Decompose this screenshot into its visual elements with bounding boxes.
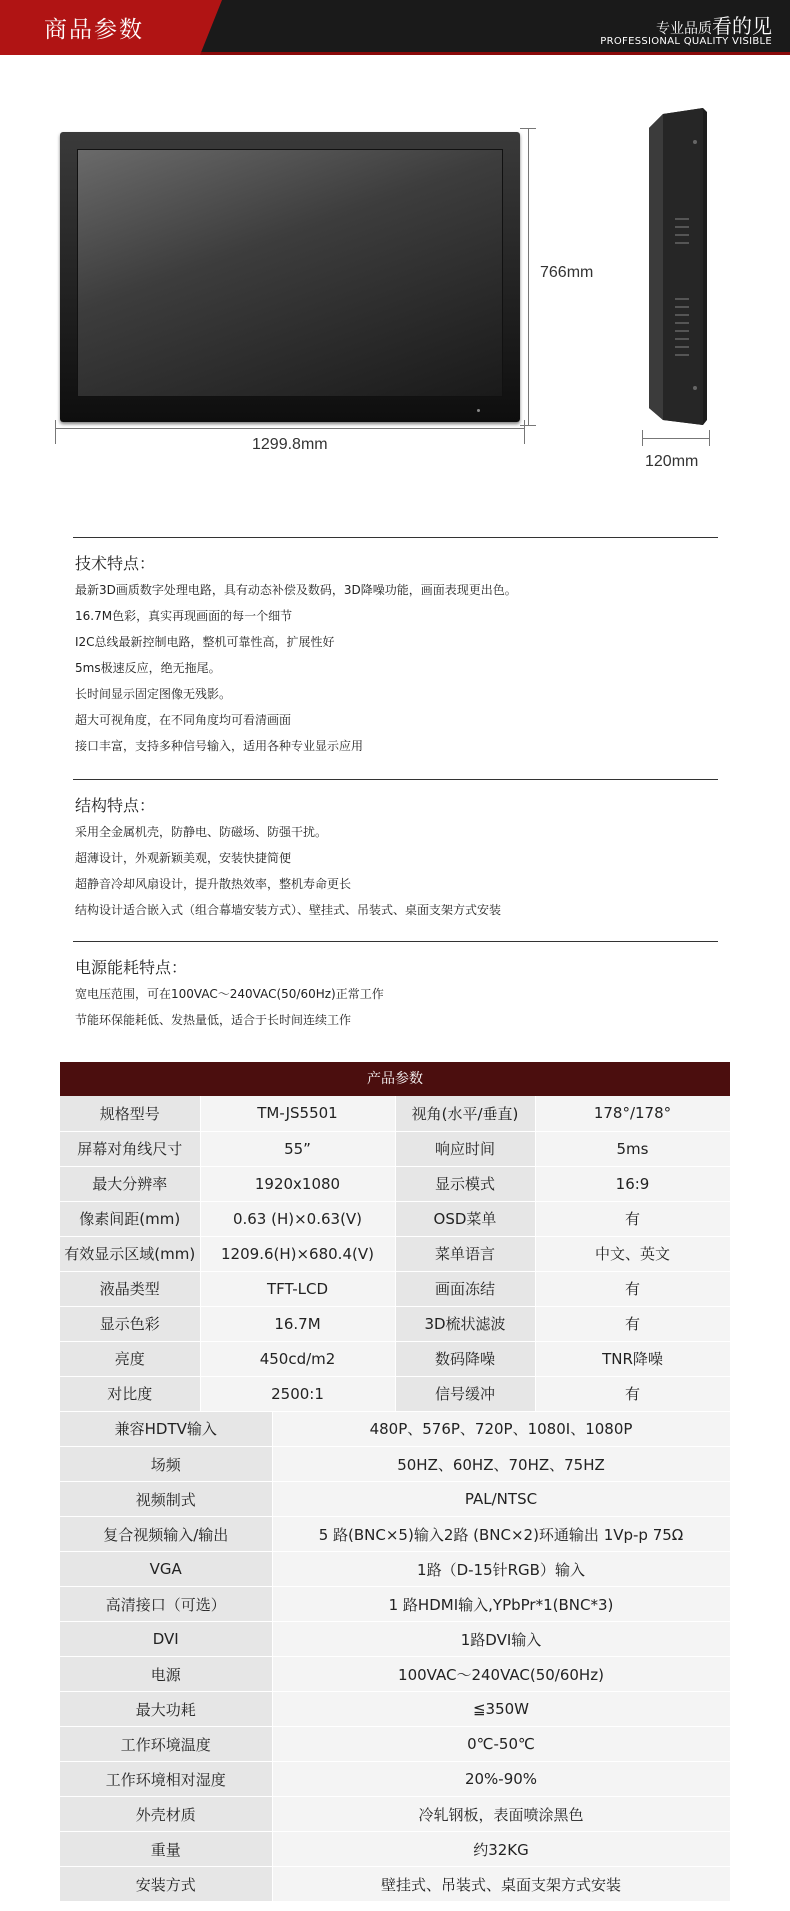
- spec-table-title: 产品参数: [60, 1062, 730, 1096]
- slogan: [656, 10, 772, 39]
- table-row: [60, 1236, 730, 1271]
- spec-label-cell: 液晶类型: [60, 1271, 200, 1306]
- spec-label-cell: VGA: [60, 1552, 272, 1587]
- feature-item: 16.7M色彩，真实再现画面的每一个细节: [75, 609, 293, 623]
- table-row: [60, 1727, 730, 1762]
- spec-label-cell: 菜单语言: [395, 1236, 535, 1271]
- spec-value-cell: 有: [535, 1306, 730, 1341]
- spec-label-cell: 像素间距(mm): [60, 1201, 200, 1236]
- width-label: 1299.8mm: [252, 436, 328, 453]
- table-row: [60, 1482, 730, 1517]
- table-row: [60, 1412, 730, 1447]
- spec-label-cell: 视频制式: [60, 1482, 272, 1517]
- spec-label-cell: 显示模式: [395, 1166, 535, 1201]
- spec-value-cell: 20%-90%: [272, 1762, 730, 1797]
- spec-label-cell: 外壳材质: [60, 1797, 272, 1832]
- spec-label-cell: 最大功耗: [60, 1692, 272, 1727]
- section-divider: [73, 779, 718, 780]
- spec-value-cell: 有: [535, 1376, 730, 1411]
- depth-dimension-tick-left: [642, 430, 643, 446]
- table-row: [60, 1657, 730, 1692]
- spec-value-cell: TM-JS5501: [200, 1096, 395, 1131]
- table-row: [60, 1832, 730, 1867]
- feature-item: 结构设计适合嵌入式（组合幕墙安装方式）、壁挂式、吊装式、桌面支架方式安装: [75, 903, 502, 917]
- spec-value-cell: 16.7M: [200, 1306, 395, 1341]
- spec-label-cell: 兼容HDTV输入: [60, 1412, 272, 1447]
- spec-label-cell: OSD菜单: [395, 1201, 535, 1236]
- feature-item: 长时间显示固定图像无残影。: [75, 687, 232, 701]
- spec-value-cell: 0.63 (H)×0.63(V): [200, 1201, 395, 1236]
- table-row: [60, 1517, 730, 1552]
- height-dimension-tick-bottom: [520, 425, 536, 426]
- feature-item: 节能环保能耗低、发热量低，适合于长时间连续工作: [75, 1013, 352, 1027]
- spec-label-cell: 电源: [60, 1657, 272, 1692]
- width-dimension-tick-left: [55, 420, 56, 444]
- table-row: [60, 1762, 730, 1797]
- spec-value-cell: 壁挂式、吊装式、桌面支架方式安装: [272, 1867, 730, 1902]
- spec-label-cell: 对比度: [60, 1376, 200, 1411]
- feature-item: 5ms极速反应，绝无拖尾。: [75, 661, 221, 675]
- spec-label-cell: 安装方式: [60, 1867, 272, 1902]
- spec-value-cell: 冷轧钢板，表面喷涂黑色: [272, 1797, 730, 1832]
- spec-table-2col: [60, 1412, 731, 1903]
- spec-label-cell: 响应时间: [395, 1131, 535, 1166]
- spec-label-cell: 3D梳状滤波: [395, 1306, 535, 1341]
- table-row: [60, 1306, 730, 1341]
- spec-label-cell: 显示色彩: [60, 1306, 200, 1341]
- spec-label-cell: 数码降噪: [395, 1341, 535, 1376]
- spec-table-4col: [60, 1096, 731, 1412]
- slogan-small: 专业品质: [656, 21, 712, 37]
- table-row: [60, 1587, 730, 1622]
- monitor-front-image: [60, 132, 520, 422]
- table-row: [60, 1341, 730, 1376]
- feature-heading-power: 电源能耗特点：: [75, 958, 188, 977]
- spec-label-cell: 规格型号: [60, 1096, 200, 1131]
- spec-value-cell: 0℃-50℃: [272, 1727, 730, 1762]
- table-row: [60, 1376, 730, 1411]
- monitor-side-image: [645, 108, 707, 425]
- table-row: [60, 1201, 730, 1236]
- spec-value-cell: ≦350W: [272, 1692, 730, 1727]
- feature-item: 最新3D画质数字处理电路，具有动态补偿及数码，3D降噪功能，画面表现更出色。: [75, 583, 517, 597]
- spec-value-cell: 5 路(BNC×5)输入2路 (BNC×2)环通输出 1Vp-p 75Ω: [272, 1517, 730, 1552]
- table-row: [60, 1797, 730, 1832]
- feature-item: 接口丰富，支持多种信号输入，适用各种专业显示应用: [75, 739, 364, 753]
- spec-value-cell: TNR降噪: [535, 1341, 730, 1376]
- spec-value-cell: 5ms: [535, 1131, 730, 1166]
- spec-value-cell: 50HZ、60HZ、70HZ、75HZ: [272, 1447, 730, 1482]
- depth-label: 120mm: [645, 453, 699, 470]
- feature-heading-structure: 结构特点：: [75, 796, 156, 815]
- page-title: 商品参数: [44, 17, 144, 43]
- spec-label-cell: 屏幕对角线尺寸: [60, 1131, 200, 1166]
- feature-item: 宽电压范围，可在100VAC～240VAC(50/60Hz)正常工作: [75, 987, 384, 1001]
- section-divider: [73, 537, 718, 538]
- spec-value-cell: PAL/NTSC: [272, 1482, 730, 1517]
- table-row: [60, 1166, 730, 1201]
- width-dimension-line: [55, 428, 525, 429]
- spec-value-cell: 中文、英文: [535, 1236, 730, 1271]
- feature-item: 采用全金属机壳，防静电、防磁场、防强干扰。: [75, 825, 328, 839]
- monitor-screen: [77, 149, 503, 397]
- spec-value-cell: 16:9: [535, 1166, 730, 1201]
- table-row: [60, 1867, 730, 1902]
- height-label: 766mm: [540, 264, 594, 281]
- feature-item: 超静音冷却风扇设计，提升散热效率，整机寿命更长: [75, 877, 352, 891]
- spec-value-cell: 有: [535, 1271, 730, 1306]
- spec-value-cell: 1路DVI输入: [272, 1622, 730, 1657]
- spec-label-cell: 信号缓冲: [395, 1376, 535, 1411]
- spec-value-cell: 480P、576P、720P、1080I、1080P: [272, 1412, 730, 1447]
- spec-label-cell: DVI: [60, 1622, 272, 1657]
- spec-label-cell: 有效显示区域(mm): [60, 1236, 200, 1271]
- spec-label-cell: 最大分辨率: [60, 1166, 200, 1201]
- spec-label-cell: 亮度: [60, 1341, 200, 1376]
- spec-value-cell: 1路（D-15针RGB）输入: [272, 1552, 730, 1587]
- spec-value-cell: 约32KG: [272, 1832, 730, 1867]
- header-banner: [0, 0, 790, 55]
- spec-value-cell: 450cd/m2: [200, 1341, 395, 1376]
- spec-value-cell: 1 路HDMI输入,YPbPr*1(BNC*3): [272, 1587, 730, 1622]
- spec-value-cell: 1209.6(H)×680.4(V): [200, 1236, 395, 1271]
- spec-value-cell: 178°/178°: [535, 1096, 730, 1131]
- table-row: [60, 1692, 730, 1727]
- slogan-big: 看的见: [712, 14, 772, 38]
- feature-heading-tech: 技术特点：: [75, 554, 156, 573]
- table-row: [60, 1131, 730, 1166]
- depth-dimension-tick-right: [709, 430, 710, 446]
- feature-item: 超薄设计，外观新颖美观，安装快捷简便: [75, 851, 292, 865]
- spec-label-cell: 画面冻结: [395, 1271, 535, 1306]
- spec-value-cell: TFT-LCD: [200, 1271, 395, 1306]
- section-divider: [73, 941, 718, 942]
- table-row: [60, 1552, 730, 1587]
- spec-label-cell: 高清接口（可选）: [60, 1587, 272, 1622]
- spec-table: [60, 1062, 730, 1902]
- spec-label-cell: 重量: [60, 1832, 272, 1867]
- spec-label-cell: 工作环境相对湿度: [60, 1762, 272, 1797]
- depth-dimension-line: [642, 438, 710, 439]
- spec-value-cell: 55”: [200, 1131, 395, 1166]
- table-row: [60, 1271, 730, 1306]
- table-row: [60, 1447, 730, 1482]
- spec-label-cell: 复合视频输入/输出: [60, 1517, 272, 1552]
- spec-label-cell: 场频: [60, 1447, 272, 1482]
- spec-value-cell: 100VAC～240VAC(50/60Hz): [272, 1657, 730, 1692]
- spec-value-cell: 1920x1080: [200, 1166, 395, 1201]
- power-led: [477, 409, 480, 412]
- table-row: [60, 1096, 730, 1131]
- table-row: [60, 1622, 730, 1657]
- slogan-english: PROFESSIONAL QUALITY VISIBLE: [600, 36, 772, 47]
- spec-value-cell: 2500:1: [200, 1376, 395, 1411]
- feature-item: 超大可视角度，在不同角度均可看清画面: [75, 713, 292, 727]
- title-block-slant: [200, 0, 222, 55]
- feature-item: I2C总线最新控制电路，整机可靠性高，扩展性好: [75, 635, 335, 649]
- height-dimension-line: [528, 128, 529, 426]
- height-dimension-tick-top: [520, 128, 536, 129]
- spec-value-cell: 有: [535, 1201, 730, 1236]
- spec-label-cell: 视角(水平/垂直): [395, 1096, 535, 1131]
- width-dimension-tick-right: [524, 420, 525, 444]
- spec-label-cell: 工作环境温度: [60, 1727, 272, 1762]
